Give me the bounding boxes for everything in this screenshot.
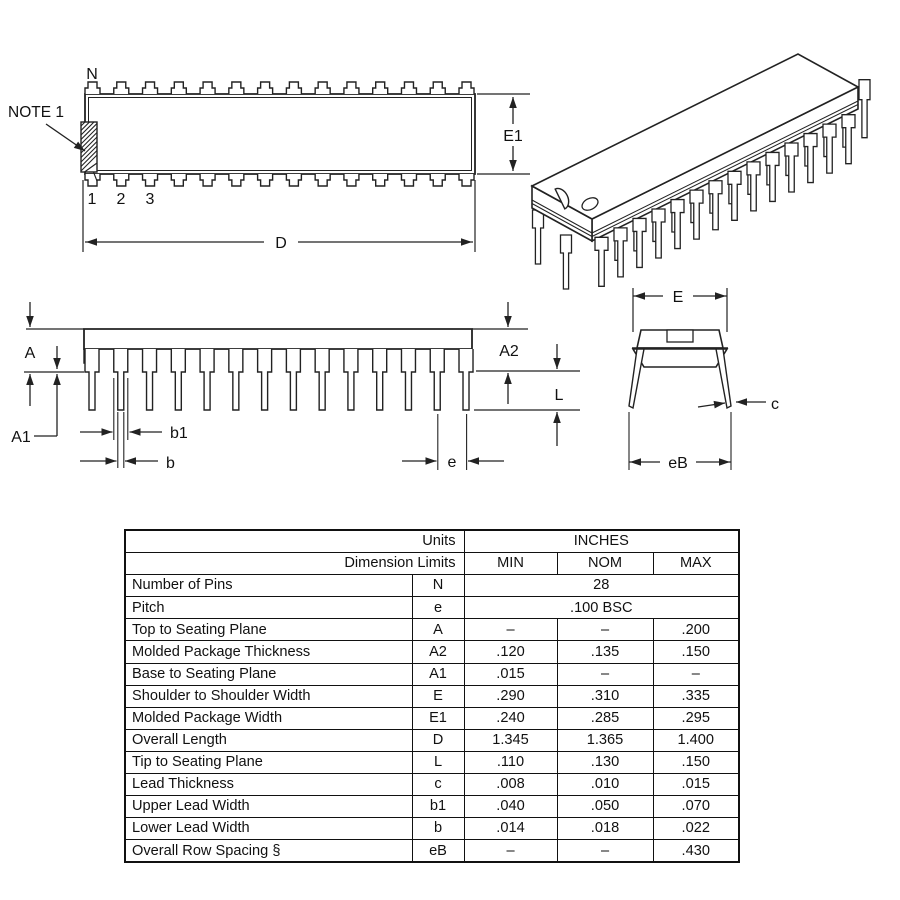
pin-tab-bottom	[373, 174, 388, 186]
side-view-pin	[344, 349, 358, 410]
cell-name: Pitch	[125, 597, 412, 619]
cell-symbol: L	[412, 751, 464, 773]
side-view-pin	[286, 349, 300, 410]
pin-tab-bottom	[229, 174, 244, 186]
cell-min: .015	[464, 663, 557, 685]
end-view-eb-dim-label: eB	[668, 455, 688, 472]
pin-tab-top	[258, 82, 273, 94]
dimension-row	[125, 707, 739, 729]
side-view-a1-dim-label: A1	[11, 429, 31, 446]
side-view-pin	[401, 349, 415, 410]
iso-pin-far-end	[561, 235, 572, 289]
cell-min: 1.345	[464, 729, 557, 751]
cell-name: Overall Length	[125, 729, 412, 751]
cell-max: .295	[653, 707, 739, 729]
side-view-pin	[200, 349, 214, 410]
end-view	[629, 288, 766, 470]
side-view-pin	[143, 349, 157, 410]
side-view-pin	[459, 349, 473, 410]
cell-name: Molded Package Thickness	[125, 641, 412, 663]
a-arrow-inner-head	[53, 358, 61, 369]
cell-symbol: e	[412, 597, 464, 619]
top-view-note1-label: NOTE 1	[8, 104, 64, 121]
top-view-d-dim-label: D	[275, 235, 287, 252]
pin-tab-top	[85, 82, 100, 94]
side-view-a-dim-label: A	[24, 345, 36, 362]
side-view-b1-dim-label: b1	[170, 425, 188, 442]
cell-min: –	[464, 619, 557, 641]
cell-symbol: eB	[412, 840, 464, 863]
dimension-row	[125, 796, 739, 818]
end-view-left-leg	[629, 349, 644, 408]
side-view-b-dim-label: b	[166, 455, 175, 472]
pin-tab-top	[459, 82, 474, 94]
eb-arrow-right	[719, 458, 730, 466]
iso-pin-far-end	[533, 210, 544, 264]
pin-tab-bottom	[286, 174, 301, 186]
dimension-row	[125, 774, 739, 796]
end-view-body	[633, 349, 727, 367]
cell-span: .100 BSC	[464, 597, 739, 619]
cell-name: Lower Lead Width	[125, 818, 412, 840]
pin-tab-top	[373, 82, 388, 94]
top-view-pin2-label: 2	[116, 191, 126, 208]
cell-nom: –	[557, 840, 653, 863]
cell-symbol: E1	[412, 707, 464, 729]
cell-symbol: A	[412, 619, 464, 641]
eb-arrow-left	[630, 458, 641, 466]
pin-tab-bottom	[459, 174, 474, 186]
e1-arrow-down-head	[509, 160, 517, 171]
a2-arrow-lower-head	[553, 358, 561, 369]
a1-arrow-head	[53, 374, 61, 385]
min-header-cell: MIN	[464, 553, 557, 575]
nom-header-cell: NOM	[557, 553, 653, 575]
side-view-pin	[373, 349, 387, 410]
pin-tab-top	[401, 82, 416, 94]
pin-tab-bottom	[430, 174, 445, 186]
top-view-n-label: N	[86, 66, 98, 83]
cell-min: –	[464, 840, 557, 863]
b-arrow-head	[125, 457, 136, 465]
cell-nom: –	[557, 619, 653, 641]
pin-tab-bottom	[401, 174, 416, 186]
pin-tab-top	[200, 82, 215, 94]
dimension-table-header	[125, 530, 739, 575]
table-header-row-limits	[125, 553, 739, 575]
pin-tab-bottom	[258, 174, 273, 186]
isometric-view	[532, 54, 870, 289]
cell-min: .290	[464, 685, 557, 707]
pin-tab-bottom	[85, 174, 100, 186]
side-view-l-dim-label: L	[554, 387, 564, 404]
pin-tab-top	[344, 82, 359, 94]
a2-arrow-down-head	[504, 316, 512, 327]
cell-span: 28	[464, 575, 739, 597]
cell-min: .240	[464, 707, 557, 729]
top-view-pin3-label: 3	[145, 191, 155, 208]
cell-symbol: A2	[412, 641, 464, 663]
cell-name: Shoulder to Shoulder Width	[125, 685, 412, 707]
end-view-notch	[667, 330, 693, 342]
dimension-row	[125, 641, 739, 663]
side-view-pin	[430, 349, 444, 410]
side-view-pin	[114, 349, 128, 410]
package-body-top-view	[85, 94, 475, 174]
cell-max: .200	[653, 619, 739, 641]
cell-name: Number of Pins	[125, 575, 412, 597]
side-view-a2-dim-label: A2	[499, 343, 519, 360]
cell-max: .150	[653, 641, 739, 663]
cell-symbol: E	[412, 685, 464, 707]
e-arrow-head	[468, 457, 479, 465]
cell-max: .015	[653, 774, 739, 796]
cell-min: .008	[464, 774, 557, 796]
cell-nom: .130	[557, 751, 653, 773]
units-value-cell: INCHES	[464, 530, 739, 553]
b1-arrow-head	[102, 428, 113, 436]
cell-name: Top to Seating Plane	[125, 619, 412, 641]
cell-nom: .135	[557, 641, 653, 663]
side-view-pin	[171, 349, 185, 410]
side-view-pin	[315, 349, 329, 410]
e-arrow-right	[715, 292, 726, 300]
package-body-side-view	[84, 329, 472, 349]
cell-nom: .018	[557, 818, 653, 840]
side-view	[24, 302, 580, 470]
cell-name: Base to Seating Plane	[125, 663, 412, 685]
pin-tab-bottom	[114, 174, 129, 186]
dimension-row	[125, 663, 739, 685]
side-view-pin	[258, 349, 272, 410]
cell-max: –	[653, 663, 739, 685]
a-arrow-down-head	[26, 316, 34, 327]
dimension-limits-cell: Dimension Limits	[125, 553, 464, 575]
cell-name: Upper Lead Width	[125, 796, 412, 818]
dimension-row	[125, 619, 739, 641]
dimension-row	[125, 575, 739, 597]
pin-tab-bottom	[171, 174, 186, 186]
cell-min: .040	[464, 796, 557, 818]
iso-pin-near	[595, 237, 608, 286]
end-view-c-dim-label: c	[771, 396, 779, 413]
pin-tab-bottom	[200, 174, 215, 186]
e-arrow-left	[634, 292, 645, 300]
cell-symbol: b1	[412, 796, 464, 818]
dimension-table	[124, 529, 740, 863]
cell-max: .070	[653, 796, 739, 818]
pin-tab-top	[171, 82, 186, 94]
cell-max: .150	[653, 751, 739, 773]
dimension-row	[125, 840, 739, 863]
cell-max: .335	[653, 685, 739, 707]
l-arrow-below-head	[553, 412, 561, 423]
cell-name: Overall Row Spacing §	[125, 840, 412, 863]
pin-tab-top	[286, 82, 301, 94]
pin-tab-bottom	[315, 174, 330, 186]
side-view-e-dim-label: e	[447, 454, 457, 471]
top-view	[46, 82, 530, 252]
cell-max: 1.400	[653, 729, 739, 751]
cell-nom: .050	[557, 796, 653, 818]
top-view-e1-dim-label: E1	[503, 128, 523, 145]
dimension-row	[125, 729, 739, 751]
cell-nom: .285	[557, 707, 653, 729]
cell-symbol: N	[412, 575, 464, 597]
end-view-right-leg	[716, 349, 731, 408]
cell-symbol: D	[412, 729, 464, 751]
cell-min: .120	[464, 641, 557, 663]
cell-min: .110	[464, 751, 557, 773]
pin-tab-top	[315, 82, 330, 94]
side-view-pin	[229, 349, 243, 410]
cell-name: Molded Package Width	[125, 707, 412, 729]
pin-tab-bottom	[344, 174, 359, 186]
b-arrow-head	[106, 457, 117, 465]
dimension-row	[125, 818, 739, 840]
cell-max: .022	[653, 818, 739, 840]
cell-name: Lead Thickness	[125, 774, 412, 796]
l-arrow-up-head	[504, 373, 512, 384]
pin-tab-top	[430, 82, 445, 94]
pin-tab-top	[229, 82, 244, 94]
d-arrow-left	[86, 238, 97, 246]
side-view-pin	[85, 349, 99, 410]
units-label-cell: Units	[125, 530, 464, 553]
dimension-table-body	[125, 575, 739, 863]
cell-nom: –	[557, 663, 653, 685]
dimension-row	[125, 685, 739, 707]
cell-symbol: b	[412, 818, 464, 840]
dimension-row	[125, 751, 739, 773]
pin-tab-top	[114, 82, 129, 94]
end-view-e-dim-label: E	[672, 289, 684, 306]
b1-arrow-head	[130, 428, 141, 436]
cell-name: Tip to Seating Plane	[125, 751, 412, 773]
pin-tab-top	[143, 82, 158, 94]
e-arrow-head	[426, 457, 437, 465]
cell-nom: 1.365	[557, 729, 653, 751]
cell-nom: .310	[557, 685, 653, 707]
table-header-row-units	[125, 530, 739, 553]
e1-arrow-up-head	[509, 97, 517, 108]
c-arrow-head	[736, 398, 747, 406]
cell-min: .014	[464, 818, 557, 840]
cell-symbol: c	[412, 774, 464, 796]
pin-tab-bottom	[143, 174, 158, 186]
cell-symbol: A1	[412, 663, 464, 685]
max-header-cell: MAX	[653, 553, 739, 575]
cell-max: .430	[653, 840, 739, 863]
cell-nom: .010	[557, 774, 653, 796]
dimension-row	[125, 597, 739, 619]
d-arrow-right	[461, 238, 472, 246]
a1-arrow-up-head	[26, 374, 34, 385]
top-view-pin1-label: 1	[87, 191, 97, 208]
iso-pin-far	[859, 80, 870, 138]
